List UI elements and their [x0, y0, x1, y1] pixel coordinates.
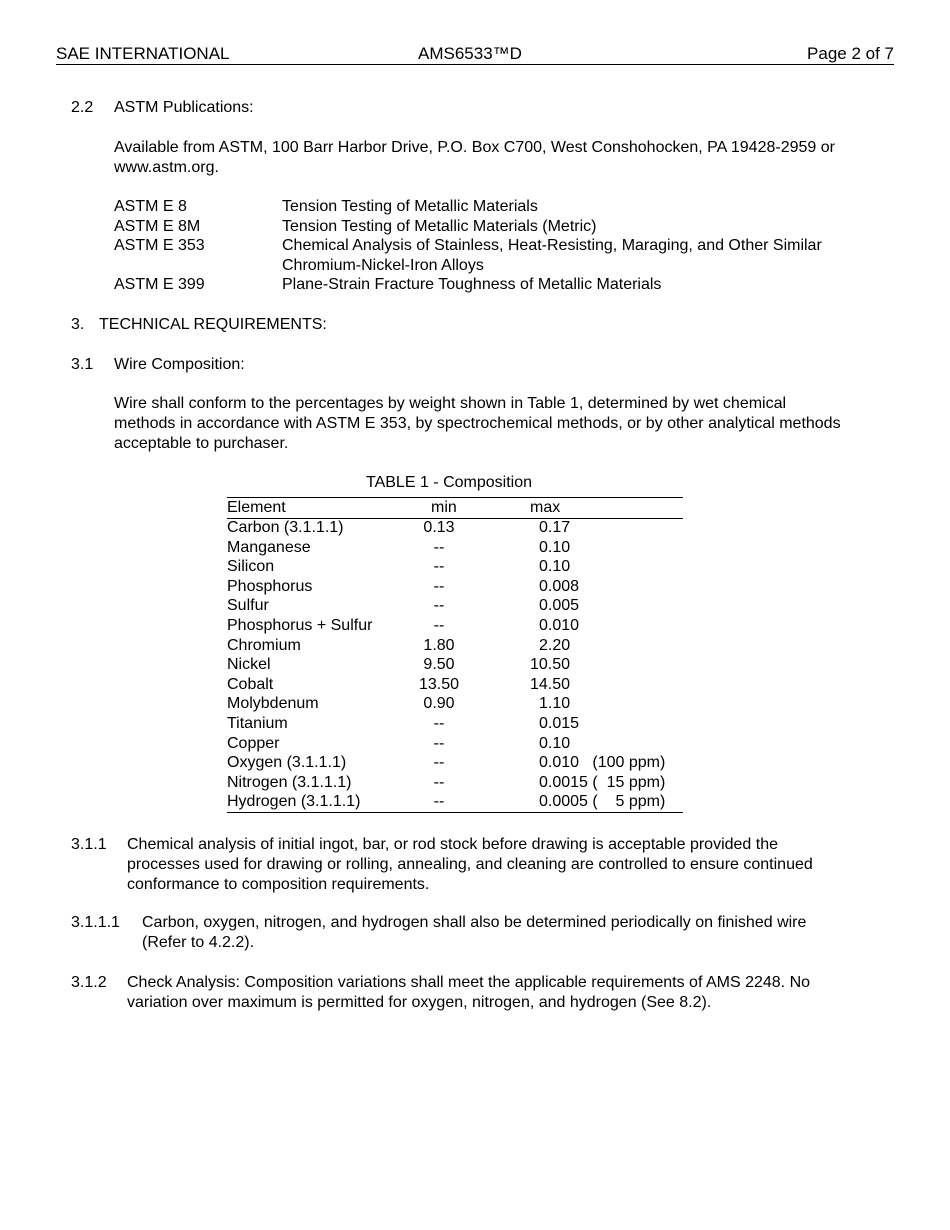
cell-min: -- — [433, 754, 445, 772]
astm-availability-text: Available from ASTM, 100 Barr Harbor Drive, P.O. Box C700, West Conshohocken, PA 19428-2959 or www.astm.org. — [114, 139, 835, 176]
cell-min: -- — [433, 734, 445, 752]
page-header — [56, 44, 894, 65]
table-row — [227, 557, 683, 577]
cell-min: -- — [433, 617, 445, 634]
section-3-1-title: Wire Composition: — [114, 356, 245, 373]
cell-max: 0.10 — [539, 558, 571, 576]
header-organization: SAE INTERNATIONAL — [56, 44, 230, 63]
cell-max: 1.10 — [539, 695, 571, 713]
cell-min: -- — [433, 558, 445, 576]
section-3-title: TECHNICAL REQUIREMENTS: — [99, 316, 327, 333]
cell-element: Molybdenum — [227, 695, 319, 713]
cell-min: -- — [433, 773, 445, 791]
table-row — [227, 694, 683, 714]
table-row — [227, 655, 683, 675]
cell-element: Nitrogen (3.1.1.1) — [227, 773, 352, 791]
cell-max: 14.50 — [530, 675, 571, 693]
section-3-1-number: 3.1 — [71, 356, 94, 373]
section-3-1-1-body: Chemical analysis of initial ingot, bar, or rod stock before drawing is acceptable provided the processes used for drawing or rolling, annealing, and cleaning are controlled to ensure continued conformance to composition requirements. — [127, 836, 813, 893]
section-3-1-body: Wire shall conform to the percentages by weight shown in Table 1, determined by wet chemical methods in accordance with ASTM E 353, by spectrochemical methods, or by other analytical methods acceptable to purchaser. — [114, 395, 841, 452]
header-page-number: Page 2 of 7 — [807, 44, 894, 63]
table-row — [227, 538, 683, 558]
header-max: max — [530, 499, 561, 516]
reference-code: ASTM E 399 — [114, 276, 205, 293]
table-row — [227, 734, 683, 754]
cell-element: Copper — [227, 734, 280, 752]
table-row — [227, 616, 683, 636]
section-3-1-1-1-body: Carbon, oxygen, nitrogen, and hydrogen shall also be determined periodically on finished wire (Refer to 4.2.2). — [142, 914, 807, 951]
section-2-2-number: 2.2 — [71, 99, 94, 116]
cell-min: -- — [433, 577, 445, 595]
header-min: min — [431, 499, 457, 516]
cell-min: 1.80 — [423, 636, 455, 654]
table-row — [227, 792, 683, 812]
section-3-number: 3. — [71, 316, 85, 333]
section-3-1-1-1-number: 3.1.1.1 — [71, 914, 120, 931]
header-document-number: AMS6533™D — [418, 44, 522, 63]
cell-max: 0.0015 ( 15 ppm) — [539, 773, 666, 791]
table-row — [227, 714, 683, 734]
cell-element: Nickel — [227, 656, 271, 674]
cell-max: 10.50 — [530, 656, 571, 674]
reference-title: Tension Testing of Metallic Materials (Metric) — [282, 218, 597, 235]
cell-element: Phosphorus — [227, 577, 313, 595]
cell-element: Hydrogen (3.1.1.1) — [227, 793, 361, 811]
cell-min: 0.90 — [423, 695, 455, 713]
cell-min: 13.50 — [418, 675, 460, 693]
cell-element: Titanium — [227, 715, 288, 732]
table-caption: TABLE 1 - Composition — [366, 474, 532, 491]
cell-element: Phosphorus + Sulfur — [227, 617, 373, 634]
cell-max: 0.005 — [539, 597, 580, 615]
cell-min: -- — [433, 597, 445, 615]
cell-element: Cobalt — [227, 675, 274, 693]
cell-max: 0.010 — [539, 617, 580, 634]
cell-max: 0.10 — [539, 734, 571, 752]
cell-max: 0.008 — [539, 577, 580, 595]
cell-min: 9.50 — [423, 656, 455, 674]
reference-code: ASTM E 8 — [114, 198, 187, 215]
cell-element: Oxygen (3.1.1.1) — [227, 754, 347, 772]
cell-max: 2.20 — [539, 636, 571, 654]
cell-max: 0.010 (100 ppm) — [539, 754, 666, 772]
table-row — [227, 636, 683, 656]
cell-max: 0.10 — [539, 538, 571, 556]
section-3-1-2-body: Check Analysis: Composition variations shall meet the applicable requirements of AMS 2248. No variation over maximum is permitted for oxygen, nitrogen, and hydrogen (See 8.2). — [127, 974, 811, 1011]
reference-code: ASTM E 8M — [114, 218, 201, 235]
section-2-2-title: ASTM Publications: — [114, 99, 254, 116]
section-3-1-2-number: 3.1.2 — [71, 974, 107, 991]
table-row — [227, 596, 683, 616]
header-element: Element — [227, 499, 286, 516]
cell-max: 0.17 — [539, 519, 571, 536]
cell-element: Silicon — [227, 558, 275, 576]
reference-title: Chemical Analysis of Stainless, Heat-Resisting, Maraging, and Other Similar Chromium-Nickel-Iron Alloys — [282, 237, 822, 274]
cell-element: Chromium — [227, 636, 301, 654]
cell-max: 0.015 — [539, 715, 580, 732]
cell-min: 0.13 — [423, 519, 455, 536]
table-row — [227, 773, 683, 793]
cell-max: 0.0005 ( 5 ppm) — [539, 793, 666, 811]
table-bottom-rule — [227, 812, 683, 813]
reference-title: Tension Testing of Metallic Materials — [282, 198, 538, 215]
table-row — [227, 753, 683, 773]
section-3-1-1-number: 3.1.1 — [71, 836, 107, 853]
cell-element: Sulfur — [227, 597, 269, 615]
table-header-row — [227, 498, 683, 518]
cell-element: Carbon (3.1.1.1) — [227, 519, 344, 536]
reference-title: Plane-Strain Fracture Toughness of Metallic Materials — [282, 276, 662, 293]
cell-min: -- — [433, 538, 445, 556]
table-row — [227, 675, 683, 695]
table-row — [227, 577, 683, 597]
cell-min: -- — [433, 793, 445, 811]
reference-code: ASTM E 353 — [114, 237, 205, 254]
table-row — [227, 518, 683, 538]
cell-element: Manganese — [227, 538, 311, 556]
cell-min: -- — [433, 715, 445, 732]
